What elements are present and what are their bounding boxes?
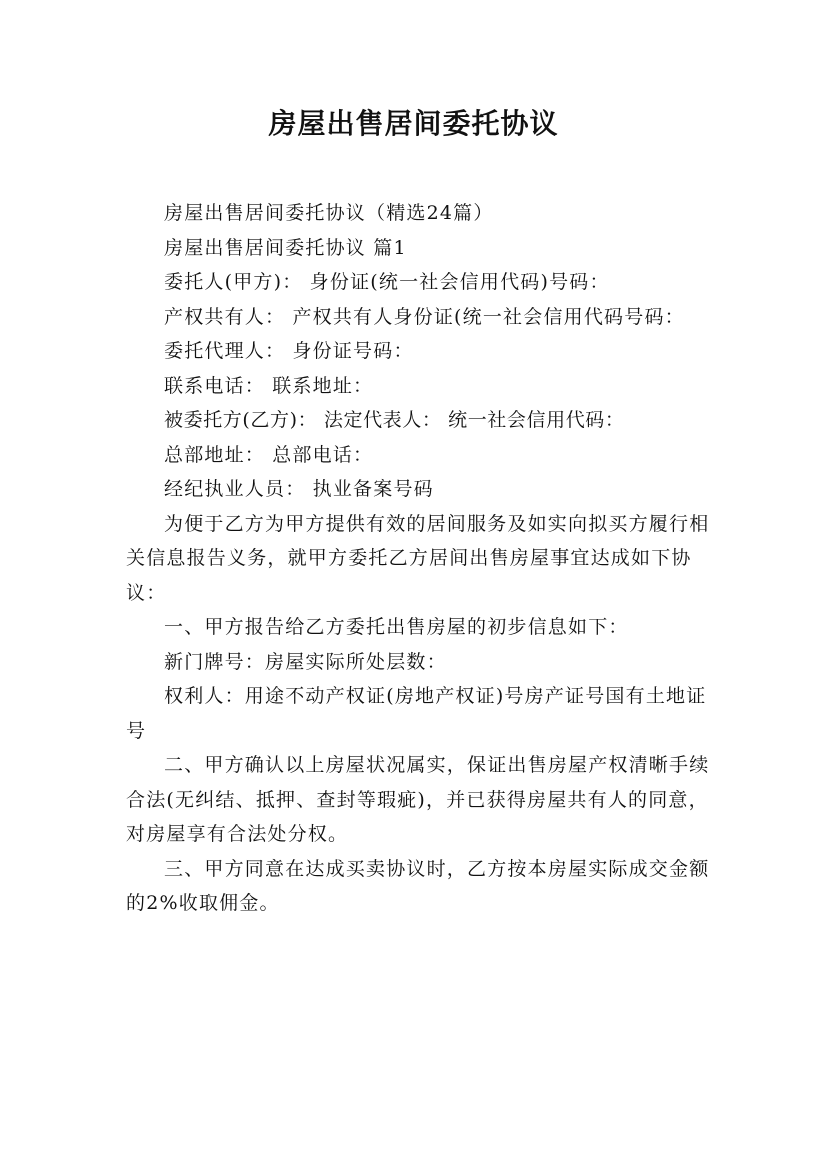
document-body bbox=[126, 196, 716, 921]
paragraph-section-heading: 房屋出售居间委托协议 篇1 bbox=[164, 236, 407, 259]
paragraph-trustee: 被委托方(乙方)： 法定代表人： 统一社会信用代码： bbox=[164, 409, 625, 431]
paragraph-principal: 委托人(甲方)： 身份证(统一社会信用代码)号码： bbox=[164, 271, 610, 293]
paragraph-subtitle: 房屋出售居间委托协议（精选24篇） bbox=[164, 202, 494, 224]
paragraph-broker: 经纪执业人员： 执业备案号码 bbox=[164, 478, 434, 500]
paragraph-clause-1: 一、甲方报告给乙方委托出售房屋的初步信息如下： bbox=[164, 616, 629, 638]
paragraph-house-number: 新门牌号：房屋实际所处层数： bbox=[164, 650, 447, 673]
paragraph-agent: 委托代理人： 身份证号码： bbox=[164, 340, 414, 362]
paragraph-clause-2: 二、甲方确认以上房屋状况属实，保证出售房屋产权清晰手续合法(无纠结、抵押、查封等瑕疵)，并已获得房屋共有人的同意，对房屋享有合法处分权。 bbox=[126, 754, 710, 845]
paragraph-contact: 联系电话： 联系地址： bbox=[164, 374, 374, 397]
paragraph-co-owner: 产权共有人： 产权共有人身份证(统一社会信用代码号码： bbox=[164, 305, 685, 328]
paragraph-rights-holder: 权利人：用途不动产权证(房地产权证)号房产证号国有土地证号 bbox=[126, 685, 707, 742]
paragraph-headquarters: 总部地址： 总部电话： bbox=[164, 443, 374, 466]
document-title: 房屋出售居间委托协议 bbox=[268, 107, 559, 140]
paragraph-clause-3: 三、甲方同意在达成买卖协议时，乙方按本房屋实际成交金额的2%收取佣金。 bbox=[126, 857, 710, 914]
paragraph-purpose: 为便于乙方为甲方提供有效的居间服务及如实向拟买方履行相关信息报告义务，就甲方委托乙方居间出售房屋事宜达成如下协议： bbox=[126, 512, 710, 604]
